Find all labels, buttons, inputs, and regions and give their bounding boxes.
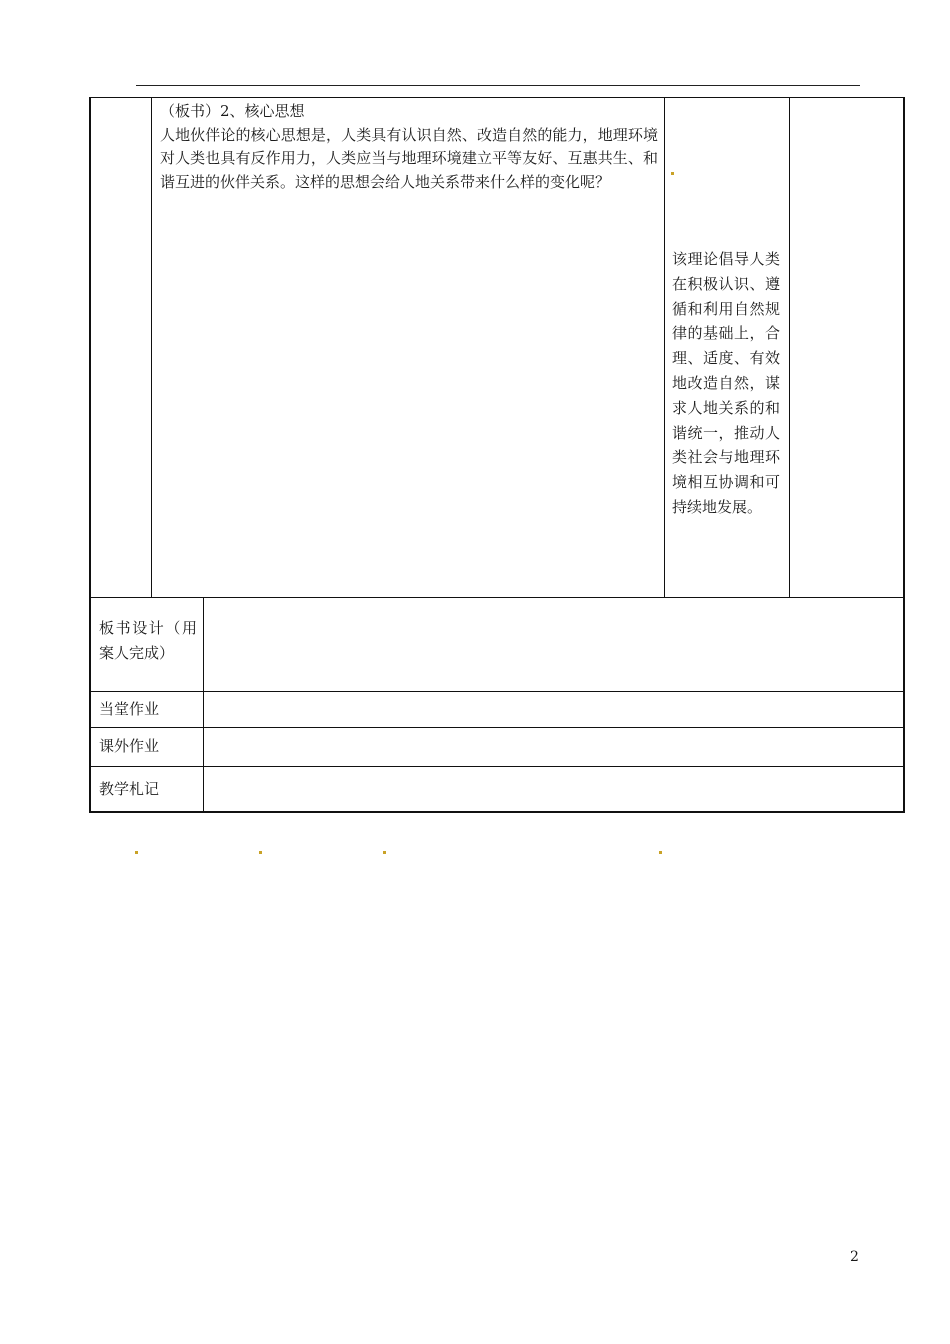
row-divider: [91, 691, 903, 692]
summary-table: [89, 597, 905, 813]
decorative-dot: [659, 851, 662, 854]
student-activity-note: 该理论倡导人类在积极认识、遵循和利用自然规律的基础上，合理、适度、有效地改造自然，谋求人地关系的和谐统一，推动人类社会与地理环境相互协调和可持续地发展。: [672, 250, 780, 516]
class-homework-label: 当堂作业: [99, 700, 160, 718]
decorative-dot: [671, 172, 674, 175]
page-number: 2: [850, 1249, 859, 1265]
decorative-dot: [135, 851, 138, 854]
board-design-label: 板书设计（用案人完成）: [99, 619, 197, 662]
row-divider: [91, 727, 903, 728]
decorative-dot: [259, 851, 262, 854]
decorative-dot: [383, 851, 386, 854]
column-divider: [151, 98, 152, 597]
column-divider: [789, 98, 790, 597]
teacher-content-cell: [160, 100, 658, 194]
core-idea-paragraph: 人地伙伴论的核心思想是，人类具有认识自然、改造自然的能力，地理环境对人类也具有反作用力，人类应当与地理环境建立平等友好、互惠共生、和谐互进的伙伴关系。这样的思想会给人地关系带来什么样的变化呢？: [160, 125, 658, 191]
label-column-divider: [203, 598, 204, 811]
board-heading: （板书）2、核心思想: [160, 102, 305, 120]
teaching-notes-label: 教学札记: [99, 780, 160, 798]
column-divider: [664, 98, 665, 597]
header-rule: [136, 85, 860, 86]
row-divider: [91, 766, 903, 767]
extra-homework-label: 课外作业: [99, 737, 160, 755]
